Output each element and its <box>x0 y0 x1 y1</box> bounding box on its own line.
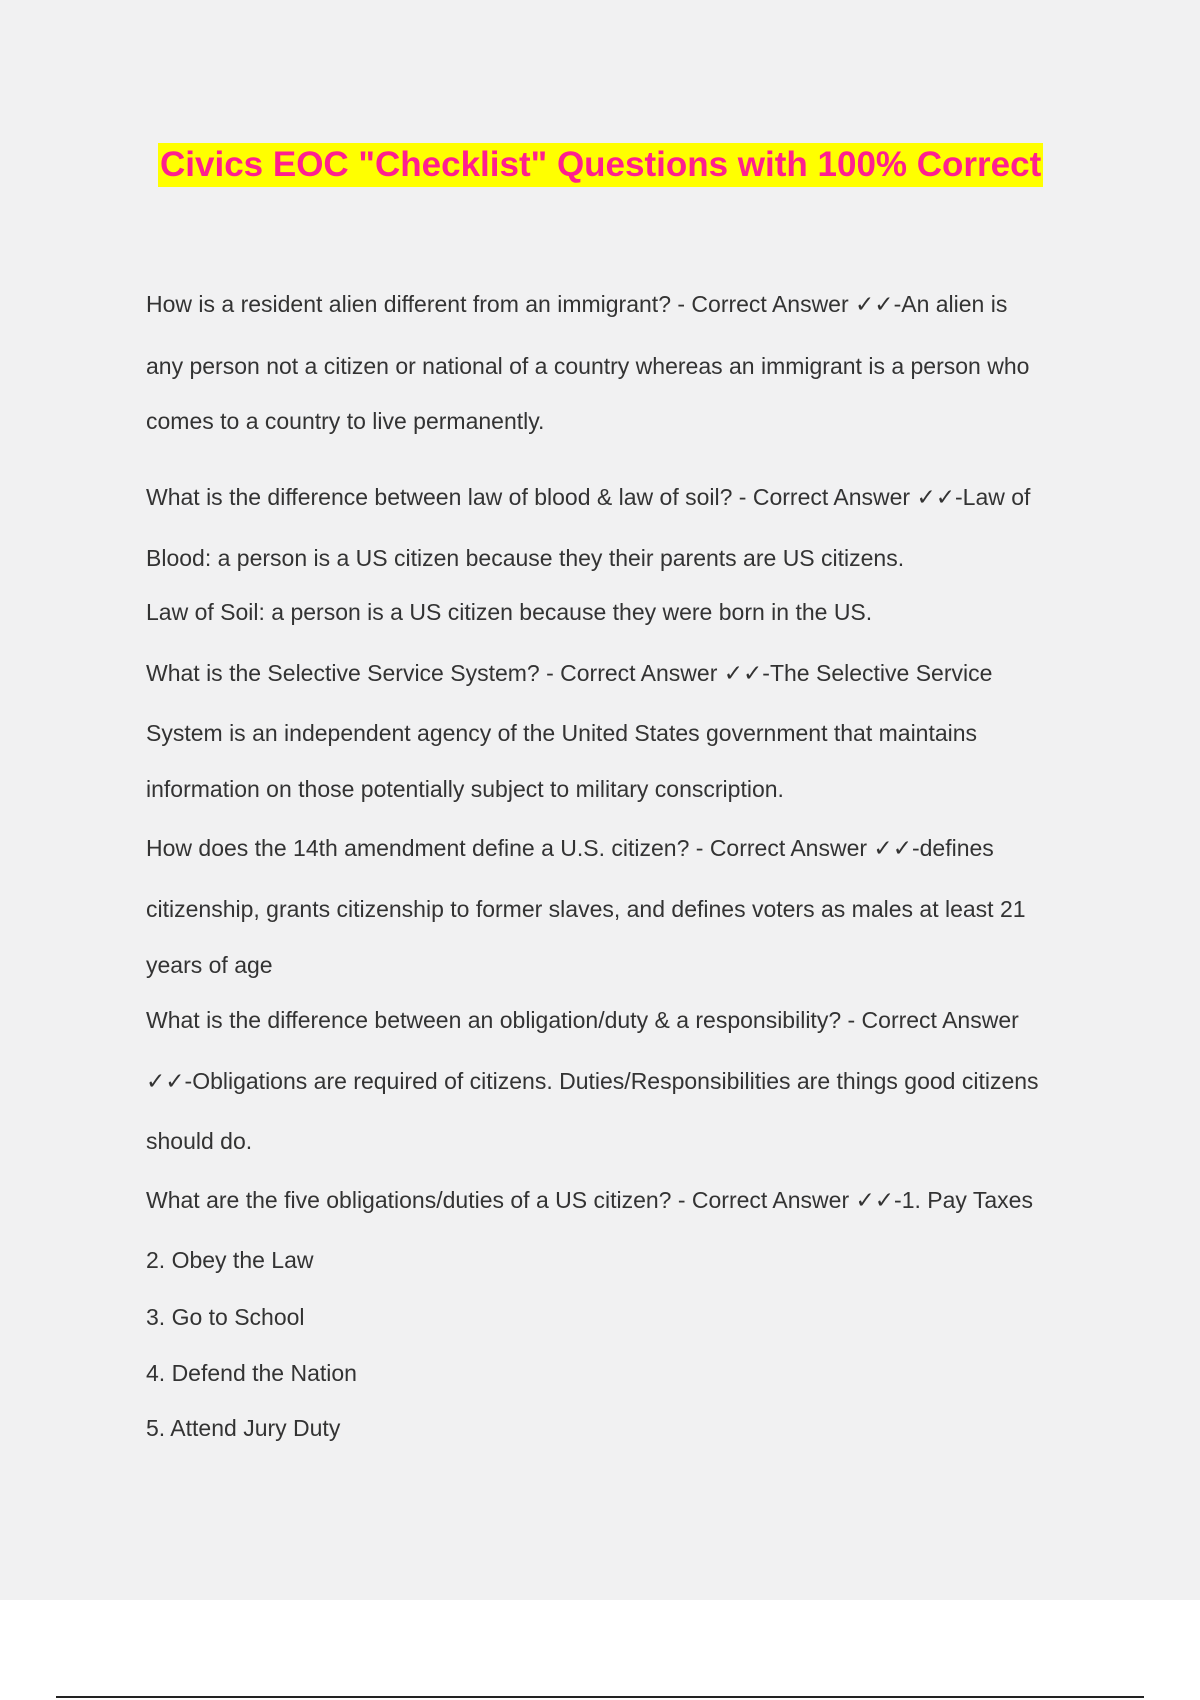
question-3-line-3: information on those potentially subject to military conscription. <box>146 776 784 802</box>
footer-divider <box>56 1696 1144 1698</box>
question-4-line-3: years of age <box>146 952 273 978</box>
question-3-line-2: System is an independent agency of the United States government that maintains <box>146 720 978 746</box>
question-5-line-1: What is the difference between an obligation/duty & a responsibility? - Correct Answer <box>146 1007 1019 1033</box>
question-6-line-1: What are the five obligations/duties of a US citizen? - Correct Answer ✓✓-1. Pay Taxes <box>146 1187 1033 1213</box>
question-2-line-2: Blood: a person is a US citizen because they their parents are US citizens. <box>146 545 905 571</box>
question-1-line-2: any person not a citizen or national of a country whereas an immigrant is a person who <box>146 353 1030 379</box>
document-title: Civics EOC "Checklist" Questions with 100% Correct <box>158 143 1043 187</box>
list-item-go-to-school: 3. Go to School <box>146 1304 305 1330</box>
question-3-line-1: What is the Selective Service System? - Correct Answer ✓✓-The Selective Service <box>146 660 993 686</box>
title-container <box>158 143 1078 187</box>
question-2-line-1: What is the difference between law of blood & law of soil? - Correct Answer ✓✓-Law of <box>146 484 1031 510</box>
question-5-line-3: should do. <box>146 1128 253 1154</box>
list-item-jury-duty: 5. Attend Jury Duty <box>146 1415 341 1441</box>
question-5-line-2: ✓✓-Obligations are required of citizens. Duties/Responsibilities are things good citizens <box>146 1068 1039 1094</box>
question-4-line-1: How does the 14th amendment define a U.S. citizen? - Correct Answer ✓✓-defines <box>146 835 994 861</box>
list-item-obey-law: 2. Obey the Law <box>146 1247 314 1273</box>
question-1-line-3: comes to a country to live permanently. <box>146 408 545 434</box>
question-4-line-2: citizenship, grants citizenship to former slaves, and defines voters as males at least 21 <box>146 896 1026 922</box>
question-1-line-1: How is a resident alien different from an immigrant? - Correct Answer ✓✓-An alien is <box>146 291 1008 317</box>
list-item-defend-nation: 4. Defend the Nation <box>146 1360 357 1386</box>
question-2-line-3: Law of Soil: a person is a US citizen because they were born in the US. <box>146 599 873 625</box>
